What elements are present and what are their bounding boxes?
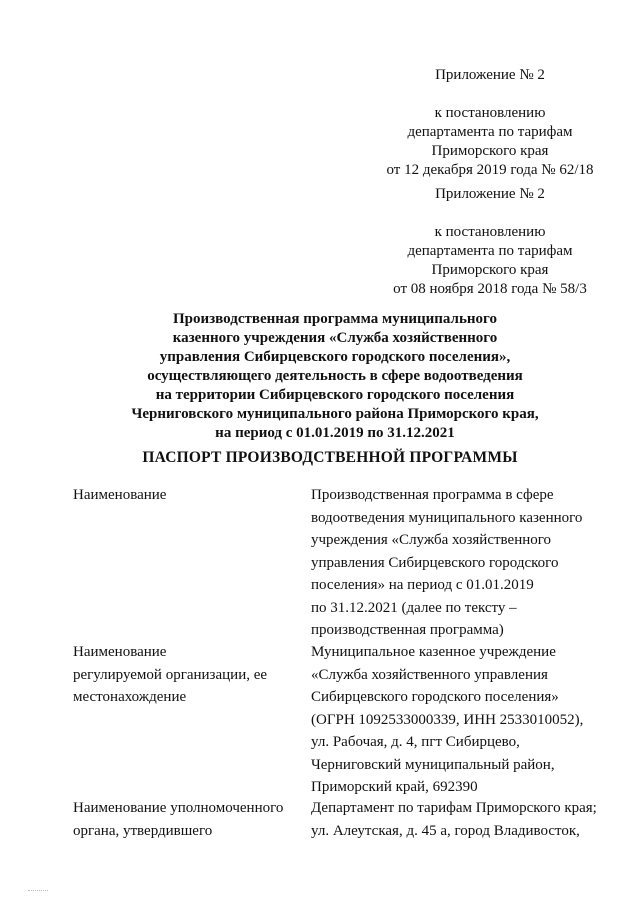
row-value-line: водоотведения муниципального казенного [311,509,583,526]
row-value-line: ул. Алеутская, д. 45 а, город Владивосток, [311,822,580,839]
appendix-title: Приложение № 2 [435,186,545,202]
row-value-line: управления Сибирцевского городского [311,554,559,571]
row-value-line: Сибирцевского городского поселения» [311,689,559,705]
appendix-title: Приложение № 2 [435,67,545,83]
row-label-line: Наименование [73,487,167,503]
program-title-line: казенного учреждения «Служба хозяйственного [172,330,498,346]
program-title-line: осуществляющего деятельность в сфере водоотведения [147,368,523,384]
row-value [311,797,621,842]
row-label-line: Наименование уполномоченного [73,800,284,816]
program-title-line: на территории Сибирцевского городского поселения [155,387,515,403]
row-value-line: Муниципальное казенное учреждение [311,644,556,660]
row-value-line: учреждения «Служба хозяйственного [311,532,552,548]
program-title-line: Производственная программа муниципального [173,311,497,327]
program-title-line: Черниговского муниципального района Приморского края, [131,406,539,422]
program-title [90,310,580,443]
appendix-line: к постановлению [434,105,546,121]
appendix-block-1 [375,66,605,180]
appendix-line: от 12 декабря 2019 года № 62/18 [386,162,594,178]
scan-artifact [28,890,48,892]
row-label-line: органа, утвердившего [73,822,213,839]
row-value-line: «Служба хозяйственного управления [311,666,548,683]
row-label-line: регулируемой организации, ее [73,666,268,683]
row-label [73,641,298,709]
passport-heading: ПАСПОРТ ПРОИЗВОДСТВЕННОЙ ПРОГРАММЫ [142,449,518,466]
row-value-line: по 31.12.2021 (далее по тексту – [311,599,517,616]
row-value [311,641,621,799]
row-value-line: Департамент по тарифам Приморского края; [311,800,597,816]
row-value-line: Черниговский муниципальный район, [311,756,555,773]
appendix-line: от 08 ноября 2018 года № 58/3 [393,281,587,297]
row-label [73,797,298,842]
program-title-line: на период с 01.01.2019 по 31.12.2021 [215,425,455,441]
row-value-line: Приморский край, 692390 [311,779,478,795]
row-value-line: поселения» на период с 01.01.2019 [311,577,534,593]
row-value-line: Производственная программа в сфере [311,487,554,503]
row-label-line: Наименование [73,644,167,660]
appendix-line: департамента по тарифам [407,124,573,140]
row-value-line: ул. Рабочая, д. 4, пгт Сибирцево, [311,734,520,750]
appendix-block-2 [375,185,605,299]
row-label [73,484,298,507]
row-value-line: производственная программа) [311,622,504,638]
appendix-line: Приморского края [431,262,549,278]
row-label-line: местонахождение [73,689,187,705]
appendix-line: департамента по тарифам [407,243,573,259]
row-value-line: (ОГРН 1092533000339, ИНН 2533010052), [311,711,584,728]
appendix-line: Приморского края [431,143,549,159]
row-value [311,484,621,642]
program-title-line: управления Сибирцевского городского поселения», [159,349,511,365]
appendix-line: к постановлению [434,224,546,240]
